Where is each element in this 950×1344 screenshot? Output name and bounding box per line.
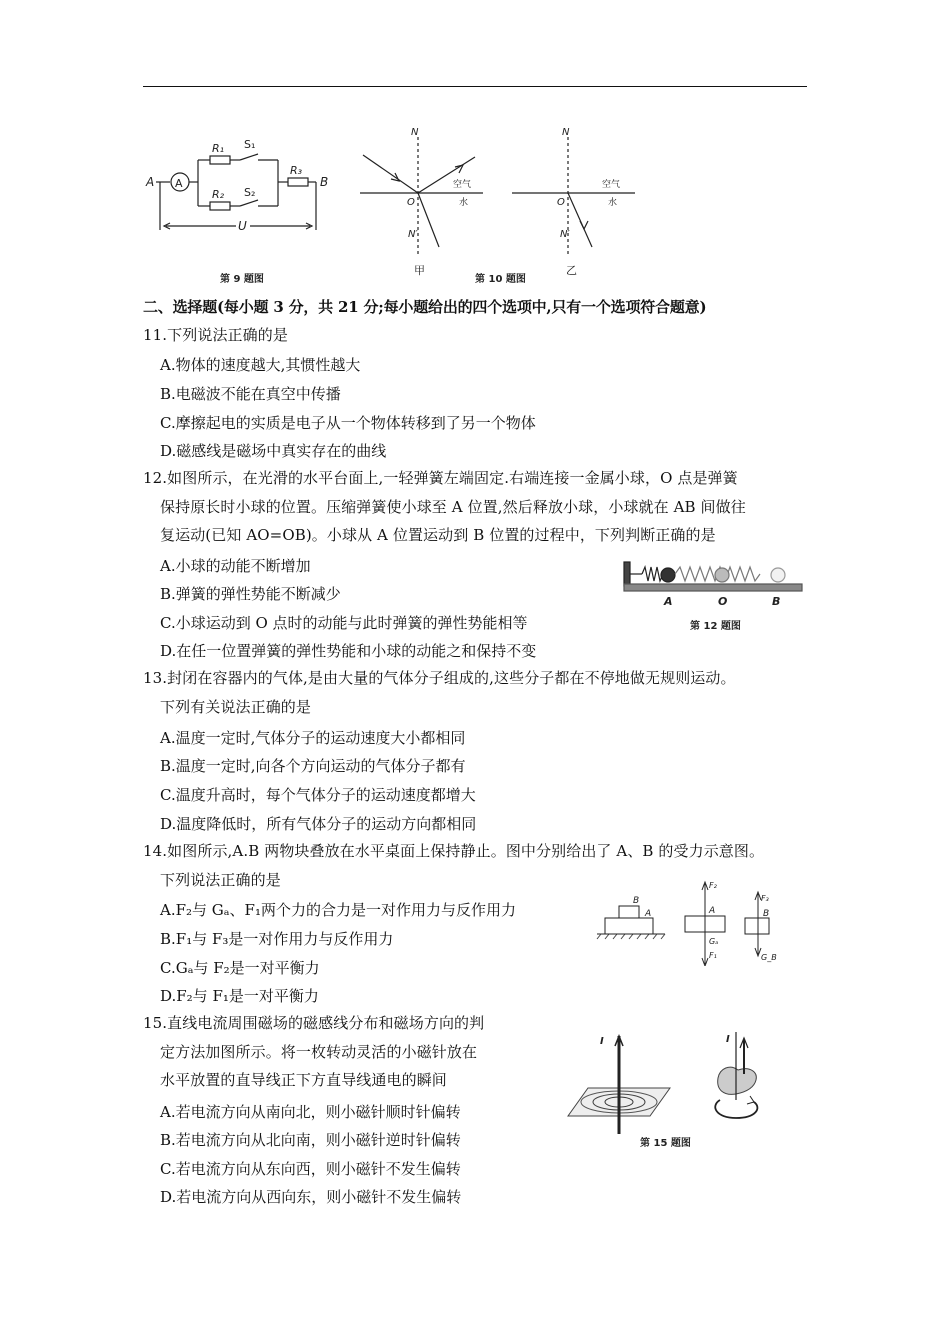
figure-10-jia	[355, 125, 490, 260]
fig9-r2-label: R₂	[212, 188, 225, 201]
q15-option-a: A.若电流方向从南向北，则小磁针顺时针偏转	[160, 1103, 461, 1121]
q13-option-c: C.温度升高时，每个气体分子的运动速度都增大	[160, 786, 476, 804]
header-rule	[143, 86, 807, 87]
fig9-s2-label: S₂	[244, 186, 256, 199]
fig9-label-a: A	[146, 175, 155, 189]
section-title: 二、选择题(每小题 3 分，共 21 分;每小题给出的四个选项中,只有一个选项符合题意)	[143, 298, 707, 316]
fig14-f1: F₁	[709, 951, 717, 960]
q13-stem-line2: 下列有关说法正确的是	[160, 698, 312, 716]
q12-option-c: C.小球运动到 O 点时的动能与此时弹簧的弹性势能相等	[160, 614, 528, 632]
q15-stem-line3: 水平放置的直导线正下方直导线通电的瞬间	[160, 1071, 447, 1089]
fig14-block-b-2: B	[763, 909, 770, 919]
fig12-label-a: A	[664, 595, 673, 608]
fig10-jia-caption: 甲	[414, 264, 425, 277]
q11-option-c: C.摩擦起电的实质是电子从一个物体转移到了另一个物体	[160, 414, 536, 432]
fig14-block-a-2: A	[709, 906, 716, 916]
fig15-current-left: I	[600, 1036, 604, 1047]
fig14-ga: Gₐ	[709, 937, 719, 946]
fig10-jia-water: 水	[459, 198, 469, 208]
q11-option-a: A.物体的速度越大,其惯性越大	[160, 356, 361, 374]
fig12-label-b: B	[772, 595, 781, 608]
fig10-caption: 第 10 题图	[475, 274, 526, 285]
q13-stem-line1: 13.封闭在容器内的气体,是由大量的气体分子组成的,这些分子都在不停地做无规则运动。	[143, 669, 736, 687]
fig10-yi-o: O	[557, 197, 565, 208]
fig12-label-o: O	[718, 595, 728, 608]
figure-9-circuit	[140, 130, 340, 245]
q13-option-b: B.温度一定时,向各个方向运动的气体分子都有	[160, 757, 466, 775]
fig9-r1-label: R₁	[212, 142, 225, 155]
q14-option-c: C.Gₐ与 F₂是一对平衡力	[160, 959, 320, 977]
q11-option-d: D.磁感线是磁场中真实存在的曲线	[160, 442, 387, 460]
q14-stem-line1: 14.如图所示,A.B 两物块叠放在水平桌面上保持静止。图中分别给出了 A、B 的受力示意图。	[143, 842, 765, 860]
fig9-caption: 第 9 题图	[220, 274, 264, 285]
q12-option-d: D.在任一位置弹簧的弹性势能和小球的动能之和保持不变	[160, 642, 537, 660]
fig10-yi-air: 空气	[602, 180, 621, 190]
q12-option-a: A.小球的动能不断增加	[160, 557, 311, 575]
fig9-ammeter-label: A	[175, 177, 183, 190]
fig14-gb: G_B	[761, 953, 777, 962]
fig10-jia-nprime: N′	[408, 229, 418, 240]
q12-stem-line3: 复运动(已知 AO=OB)。小球从 A 位置运动到 B 位置的过程中，下列判断正确的是	[160, 526, 716, 544]
q12-stem-line2: 保持原长时小球的位置。压缩弹簧使小球至 A 位置,然后释放小球，小球就在 AB 间做往	[160, 498, 746, 516]
q12-option-b: B.弹簧的弹性势能不断减少	[160, 585, 341, 603]
fig9-u-label: U	[238, 219, 247, 233]
fig10-jia-air: 空气	[453, 180, 472, 190]
fig14-f2: F₂	[709, 881, 717, 890]
fig12-caption: 第 12 题图	[690, 621, 741, 632]
q13-option-a: A.温度一定时,气体分子的运动速度大小都相同	[160, 729, 466, 747]
q13-option-d: D.温度降低时，所有气体分子的运动方向都相同	[160, 815, 477, 833]
q14-option-a: A.F₂与 Gₐ、F₁两个力的合力是一对作用力与反作用力	[160, 901, 516, 919]
figure-12-spring	[622, 558, 807, 610]
q15-stem-line2: 定方法加图所示。将一枚转动灵活的小磁针放在	[160, 1043, 478, 1061]
fig9-label-b: B	[320, 175, 329, 189]
fig14-f3: F₃	[761, 894, 769, 903]
fig15-current-right: I	[726, 1034, 730, 1045]
figure-10-yi	[510, 125, 645, 260]
figure-15-magnetic-field	[560, 1030, 780, 1138]
q11-stem: 11.下列说法正确的是	[143, 326, 288, 344]
q12-stem-line1: 12.如图所示，在光滑的水平台面上,一轻弹簧左端固定.右端连接一金属小球，O 点是弹簧	[143, 469, 738, 487]
fig10-yi-caption: 乙	[566, 264, 577, 277]
fig15-caption: 第 15 题图	[640, 1138, 691, 1149]
fig10-yi-n: N	[562, 127, 570, 138]
q14-option-b: B.F₁与 F₃是一对作用力与反作用力	[160, 930, 394, 948]
q15-option-b: B.若电流方向从北向南，则小磁针逆时针偏转	[160, 1131, 461, 1149]
fig10-jia-o: O	[407, 197, 415, 208]
fig10-yi-water: 水	[608, 198, 618, 208]
fig9-r3-label: R₃	[290, 164, 303, 177]
q14-option-d: D.F₂与 F₁是一对平衡力	[160, 987, 319, 1005]
fig9-s1-label: S₁	[244, 138, 256, 151]
q15-option-d: D.若电流方向从西向东，则小磁针不发生偏转	[160, 1188, 462, 1206]
fig10-yi-nprime: N′	[560, 229, 570, 240]
q11-option-b: B.电磁波不能在真空中传播	[160, 385, 341, 403]
q14-stem-line2: 下列说法正确的是	[160, 871, 281, 889]
q15-stem-line1: 15.直线电流周围磁场的磁感线分布和磁场方向的判	[143, 1014, 485, 1032]
fig14-block-b: B	[633, 896, 640, 906]
fig10-jia-n: N	[411, 127, 419, 138]
q15-option-c: C.若电流方向从东向西，则小磁针不发生偏转	[160, 1160, 461, 1178]
fig14-block-a: A	[645, 909, 652, 919]
figure-14-forces	[595, 876, 795, 966]
